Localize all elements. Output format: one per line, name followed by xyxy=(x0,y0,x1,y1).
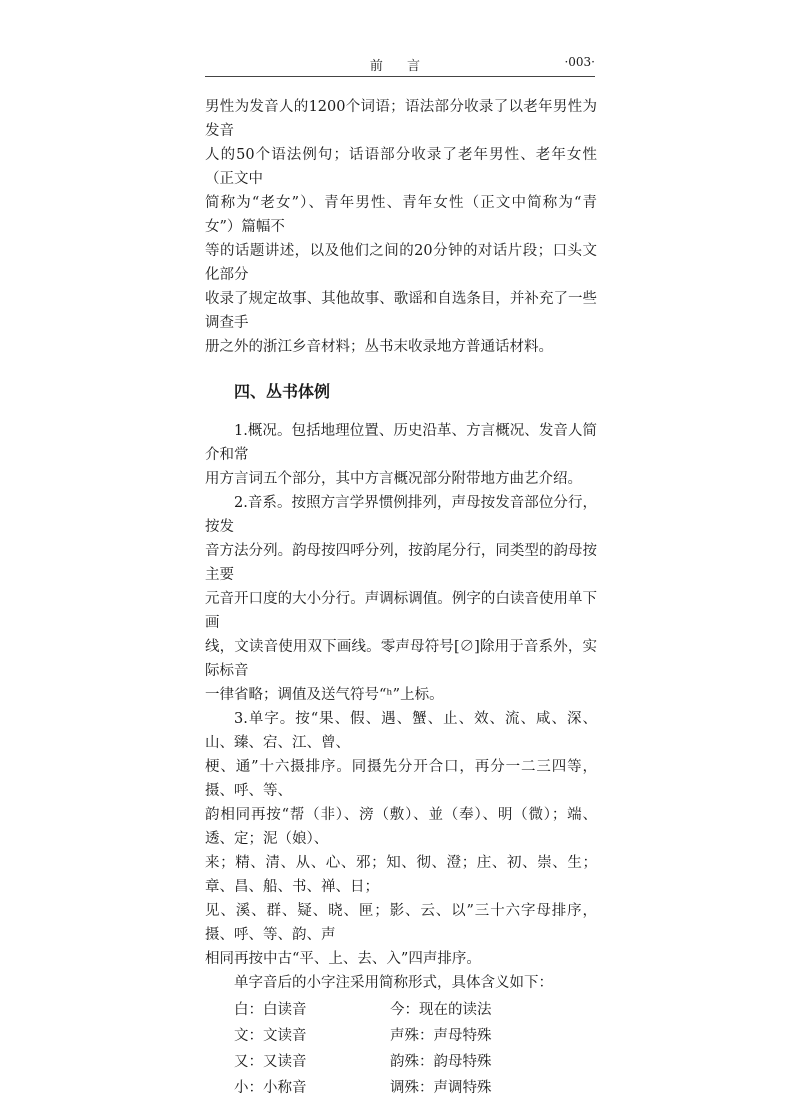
abbreviation-row xyxy=(234,997,597,1023)
abbreviation-row xyxy=(234,1023,597,1049)
abbreviation-row xyxy=(234,1049,597,1075)
page-header xyxy=(205,53,595,75)
page-body xyxy=(205,95,597,1101)
page-number: ·003· xyxy=(564,55,595,69)
item-overview-paragraph: 1.概况。包括地理位置、历史沿革、方言概况、发音人简介和常 用方言词五个部分，其中方言概况部分附带地方曲艺介绍。 xyxy=(205,423,597,487)
abbreviation-entry: 韵殊：韵母特殊 xyxy=(390,1054,492,1070)
abbreviation-entry: 声殊：声母特殊 xyxy=(390,1028,492,1044)
header-divider xyxy=(205,76,595,77)
abbreviation-intro: 单字音后的小字注采用简称形式，具体含义如下： xyxy=(234,975,553,991)
section-heading: 四、丛书体例 xyxy=(234,382,331,401)
item-phonology-paragraph: 2.音系。按照方言学界惯例排列，声母按发音部位分行，按发 音方法分列。韵母按四呼分列，按韵尾分行，同类型的韵母按主要 元音开口度的大小分行。声调标调值。例字的白读音使用单下画 线，文读音使用双下画线。零声母符号[∅]除用于音系外，实际标音 一律省略；调值及送气符号“ʰ”上标。 xyxy=(205,495,597,703)
abbreviation-row xyxy=(234,1075,597,1101)
item-single-character-paragraph: 3.单字。按“果、假、遇、蟹、止、效、流、咸、深、山、臻、宕、江、曾、 梗、通”十六摄排序。同摄先分开合口，再分一二三四等，摄、呼、等、 韵相同再按“帮（非）、滂（敷）、並（奉）、明（微）；端、透、定；泥（娘）、 来；精、清、从、心、邪；知、彻、澄；庄、初、崇、生；章、昌、船、书、禅、日； 见、溪、群、疑、晓、匣；影、云、以”三十六字母排序，摄、呼、等、韵、声 相同再按中古“平、上、去、入”四声排序。 xyxy=(205,711,597,967)
abbreviation-entry: 又：又读音 xyxy=(234,1054,307,1070)
intro-paragraph: 男性为发音人的1200个词语；语法部分收录了以老年男性为发音 人的50个语法例句；话语部分收录了老年男性、老年女性（正文中 简称为“老女”）、青年男性、青年女性（正文中简称为“青女”）篇幅不 等的话题讲述，以及他们之间的20分钟的对话片段；口头文化部分 收录了规定故事、其他故事、歌谣和自选条目，并补充了一些调查手 册之外的浙江乡音材料；丛书末收录地方普通话材料。 xyxy=(205,99,597,355)
abbreviation-entry: 小：小称音 xyxy=(234,1080,307,1096)
abbreviation-entry: 今：现在的读法 xyxy=(390,1002,492,1018)
abbreviation-entry: 文：文读音 xyxy=(234,1028,307,1044)
running-title: 前 言 xyxy=(369,59,431,74)
abbreviation-entry: 调殊：声调特殊 xyxy=(390,1080,492,1096)
abbreviation-table xyxy=(234,997,597,1101)
abbreviation-entry: 白：白读音 xyxy=(234,1002,307,1018)
